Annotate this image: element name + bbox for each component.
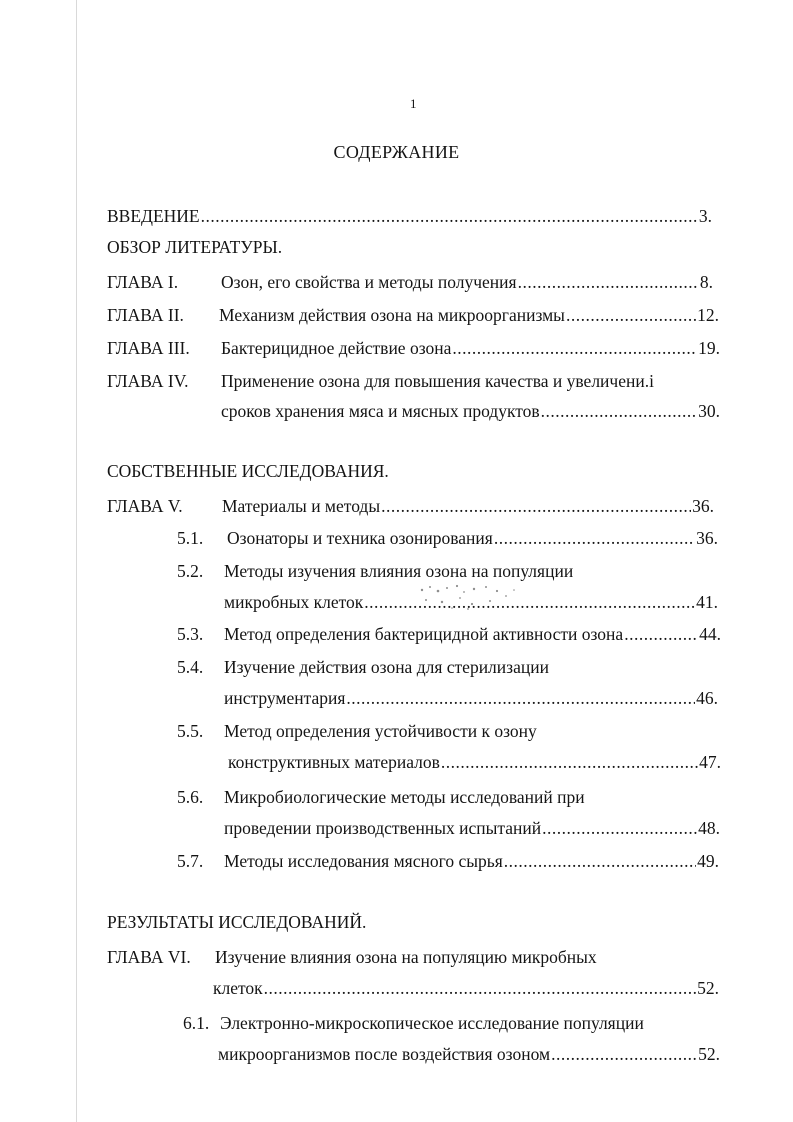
leader-dots (381, 494, 691, 518)
scan-margin (0, 0, 76, 1122)
toc-entry-title: Озон, его свойства и методы получения (221, 272, 517, 292)
leader-dots (551, 1042, 697, 1066)
section-number: 5.1. (177, 528, 204, 548)
toc-entry-title-line[interactable]: Изучение действия озона для стерилизации (224, 657, 549, 677)
toc-entry-page: 44. (699, 624, 721, 644)
toc-entry-page: 3. (698, 206, 712, 226)
toc-entry-chapter-6[interactable] (213, 976, 719, 1000)
toc-entry-page: 46. (696, 688, 718, 708)
toc-entry-title-line[interactable]: Метод определения устойчивости к озону (224, 721, 537, 741)
section-heading-review: ОБЗОР ЛИТЕРАТУРЫ. (107, 237, 283, 257)
section-number: 5.3. (177, 624, 204, 644)
toc-entry-title-line[interactable]: Микробиологические методы исследований при (224, 787, 585, 807)
chapter-label: ГЛАВА V. (107, 496, 183, 516)
toc-entry-title: Метод определения бактерицидной активности озона (224, 624, 624, 644)
section-heading-results: РЕЗУЛЬТАТЫ ИССЛЕДОВАНИЙ. (107, 912, 367, 932)
toc-entry-page: 36. (696, 528, 718, 548)
toc-entry-page: 49. (697, 851, 719, 871)
chapter-label: ГЛАВА III. (107, 338, 190, 358)
leader-dots (624, 622, 698, 646)
toc-entry-page: 30. (698, 401, 720, 421)
leader-dots (518, 270, 699, 294)
toc-entry-5-6[interactable] (224, 816, 720, 840)
toc-entry-title: сроков хранения мяса и мясных продуктов (221, 401, 540, 421)
chapter-label: ГЛАВА VI. (107, 947, 191, 967)
page-number: 1 (410, 96, 417, 111)
leader-dots (566, 303, 696, 327)
toc-entry-title: клеток (213, 978, 263, 998)
leader-dots (504, 849, 696, 873)
toc-entry-chapter-3[interactable] (221, 336, 720, 360)
scan-smudge (402, 582, 532, 612)
toc-entry-title: Материалы и методы (222, 496, 381, 516)
toc-entry-page: 52. (697, 978, 719, 998)
leader-dots (201, 204, 698, 228)
toc-entry-5-1[interactable] (227, 526, 718, 550)
chapter-label: ГЛАВА II. (107, 305, 184, 325)
chapter-label: ГЛАВА IV. (107, 371, 189, 391)
toc-entry-chapter-1[interactable] (221, 270, 713, 294)
toc-entry-chapter-5[interactable] (222, 494, 714, 518)
leader-dots (542, 816, 697, 840)
toc-entry-title: Механизм действия озона на микроорганизмы (219, 305, 565, 325)
toc-entry-page: 36. (692, 496, 714, 516)
toc-entry-5-3[interactable] (224, 622, 721, 646)
section-number: 6.1. (183, 1013, 210, 1033)
toc-entry-6-1[interactable] (218, 1042, 720, 1066)
toc-entry-title: ВВЕДЕНИЕ (107, 206, 200, 226)
section-number: 5.6. (177, 787, 204, 807)
section-number: 5.5. (177, 721, 204, 741)
toc-entry-title-line[interactable]: Электронно-микроскопическое исследование популяции (220, 1013, 644, 1033)
leader-dots (441, 750, 698, 774)
toc-entry-5-5[interactable] (228, 750, 721, 774)
leader-dots (264, 976, 696, 1000)
leader-dots (541, 399, 697, 423)
toc-entry-title: инструментария (224, 688, 346, 708)
toc-entry-title: Методы исследования мясного сырья (224, 851, 503, 871)
toc-entry-page: 41. (696, 592, 718, 612)
chapter-label: ГЛАВА I. (107, 272, 179, 292)
page-edge (76, 0, 77, 1122)
toc-entry-intro[interactable] (107, 204, 712, 228)
toc-entry-title: микробных клеток (224, 592, 364, 612)
toc-entry-title: Бактерицидное действие озона (221, 338, 452, 358)
toc-entry-title: конструктивных материалов (228, 752, 440, 772)
toc-entry-chapter-2[interactable] (219, 303, 719, 327)
toc-entry-title-line[interactable]: Применение озона для повышения качества и увеличени.і (221, 371, 654, 391)
toc-entry-page: 19. (698, 338, 720, 358)
toc-entry-title: микроорганизмов после воздействия озоном (218, 1044, 551, 1064)
section-heading-own-research: СОБСТВЕННЫЕ ИССЛЕДОВАНИЯ. (107, 461, 389, 481)
toc-entry-page: 12. (697, 305, 719, 325)
toc-entry-5-7[interactable] (224, 849, 719, 873)
leader-dots (452, 336, 697, 360)
toc-entry-5-4[interactable] (224, 686, 718, 710)
section-number: 5.2. (177, 561, 204, 581)
toc-entry-title: проведении производственных испытаний (224, 818, 542, 838)
toc-entry-page: 8. (699, 272, 713, 292)
page-title: СОДЕРЖАНИЕ (333, 142, 460, 162)
section-number: 5.4. (177, 657, 204, 677)
toc-entry-page: 52. (698, 1044, 720, 1064)
toc-entry-page: 48. (698, 818, 720, 838)
leader-dots (346, 686, 695, 710)
toc-entry-page: 47. (699, 752, 721, 772)
toc-entry-chapter-4[interactable] (221, 399, 720, 423)
toc-entry-title-line[interactable]: Методы изучения влияния озона на популяции (224, 561, 574, 581)
section-number: 5.7. (177, 851, 204, 871)
toc-entry-title: Озонаторы и техника озонирования (227, 528, 493, 548)
toc-entry-title-line[interactable]: Изучение влияния озона на популяцию микробных (215, 947, 597, 967)
leader-dots (494, 526, 695, 550)
